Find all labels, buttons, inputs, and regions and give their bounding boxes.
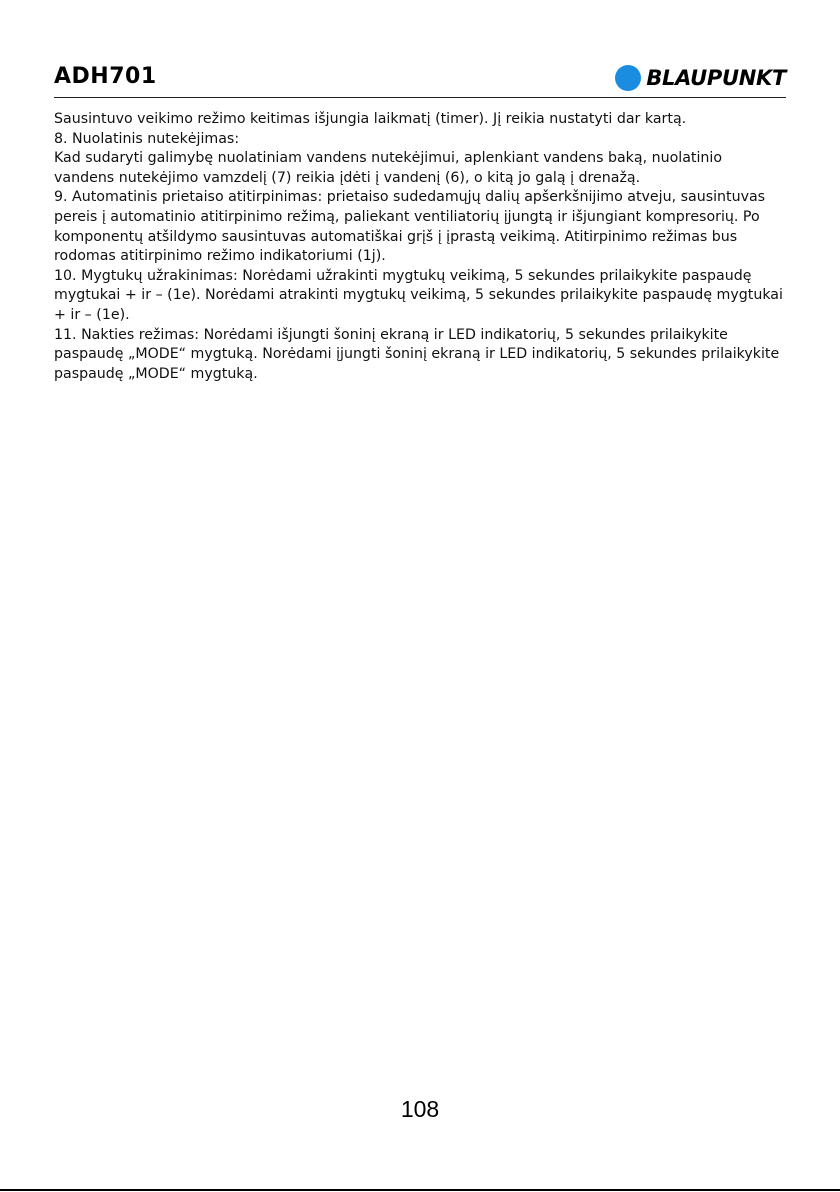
bottom-border [0,1189,840,1191]
paragraph-timer-note: Sausintuvo veikimo režimo keitimas išjungia laikmatį (timer). Jį reikia nustatyti dar kartą. [54,111,687,127]
brand-name: BLAUPUNKT [646,66,786,90]
brand-dot-icon [615,65,641,91]
paragraph-button-lock: 10. Mygtukų užrakinimas: Norėdami užrakinti mygtukų veikimą, 5 sekundes prilaikykite paspaudę mygtukai + ir – (1e). Norėdami atrakinti mygtukų veikimą, 5 sekundes prilaikykite paspaudę mygtukai + ir – (1e). [54,267,783,323]
document-body [54,110,786,384]
paragraph-night-mode: 11. Nakties režimas: Norėdami išjungti šoninį ekraną ir LED indikatorių, 5 sekundes prilaikykite paspaudę „MODE“ mygtuką. Norėdami įjungti šoninį ekraną ir LED indikatorių, 5 sekundes prilaikykite paspaudę „MODE“ mygtuką. [54,326,780,382]
paragraph-continuous-drain-heading: 8. Nuolatinis nutekėjimas: [54,130,240,147]
model-title: ADH701 [54,64,157,89]
page-number: 108 [400,1096,440,1122]
paragraph-continuous-drain: Kad sudaryti galimybę nuolatiniam vandens nutekėjimui, aplenkiant vandens baką, nuolatinio vandens nutekėjimo vamzdelį (7) reikia įdėti į vandenį (6), o kitą jo galą į drenažą. [54,150,723,186]
page-header [54,64,786,98]
paragraph-auto-defrost: 9. Automatinis prietaiso atitirpinimas: prietaiso sudedamųjų dalių apšerkšnijimo atveju, sausintuvas pereis į automatinio atitirpinimo režimą, paliekant ventiliatorių įjungtą ir išjungiant kompresorių. Po komponentų atšildymo sausintuvas automatiškai grįš į įprastą veikimą. Atitirpinimo režimas bus rodomas atitirpinimo režimo indikatoriumi (1j). [54,189,766,265]
brand-logo [615,66,786,90]
header-divider [54,97,786,98]
